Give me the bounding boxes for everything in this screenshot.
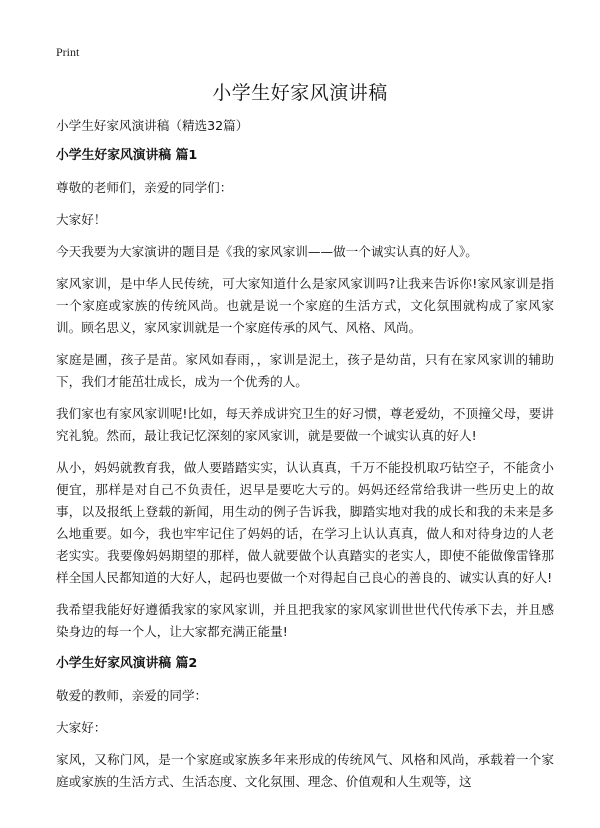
paragraph: 我希望我能好好遵循我家的家风家训，并且把我家的家风家训世世代代传承下去，并且感染身边的每一个人，让大家都充满正能量! — [56, 602, 554, 639]
paragraph: 家风家训，是中华人民传统，可大家知道什么是家风家训吗?让我来告诉你!家风家训是指一个家庭或家族的传统风尚。也就是说一个家庭的生活方式，文化氛围就构成了家风家训。顾名思义，家风家训就是一个家庭传承的风气、风格、风尚。 — [56, 276, 554, 335]
print-link[interactable]: Print — [56, 45, 80, 59]
paragraph: 尊敬的老师们，亲爱的同学们： — [56, 180, 233, 195]
paragraph: 我们家也有家风家训呢!比如，每天养成讲究卫生的好习惯，尊老爱幼，不顶撞父母，要讲究礼貌。然而，最让我记忆深刻的家风家训，就是要做一个诚实认真的好人! — [56, 406, 554, 443]
paragraph: 家风，又称门风，是一个家庭或家族多年来形成的传统风气、风格和风尚，承载着一个家庭或家族的生活方式、生活态度、文化氛围、理念、价值观和人生观等，这 — [56, 752, 554, 789]
section-heading: 小学生好家风演讲稿 篇1 — [56, 148, 198, 163]
page-title: 小学生好家风演讲稿 — [212, 82, 388, 104]
document-body — [56, 115, 554, 803]
section-heading: 小学生好家风演讲稿 篇2 — [56, 656, 198, 671]
paragraph: 敬爱的教师，亲爱的同学： — [56, 688, 208, 703]
paragraph: 今天我要为大家演讲的题目是《我的家风家训——做一个诚实认真的好人》。 — [56, 244, 478, 259]
paragraph: 家庭是圃，孩子是苗。家风如春雨，，家训是泥土，孩子是幼苗，只有在家风家训的辅助下，我们才能茁壮成长，成为一个优秀的人。 — [56, 352, 554, 389]
paragraph: 大家好： — [56, 720, 107, 735]
document-subtitle: 小学生好家风演讲稿（精选32篇） — [56, 118, 249, 133]
section-2 — [56, 653, 554, 793]
section-1 — [56, 145, 554, 643]
paragraph: 大家好！ — [56, 212, 107, 227]
paragraph: 从小，妈妈就教育我，做人要踏踏实实，认认真真，千万不能投机取巧钻空子，不能贪小便宜，那样是对自己不负责任，迟早是要吃大亏的。妈妈还经常给我讲一些历史上的故事，以及报纸上登载的新闻，用生动的例子告诉我，脚踏实地对我的成长和我的未来是多么地重要。如今，我也牢牢记住了妈妈的话，在学习上认认真真，做人和对待身边的人老老实实。我要像妈妈期望的那样，做人就要做个认真踏实的老实人，即使不能做像雷锋那样全国人民都知道的大好人，起码也要做一个对得起自己良心的善良的、诚实认真的好人! — [56, 460, 554, 585]
